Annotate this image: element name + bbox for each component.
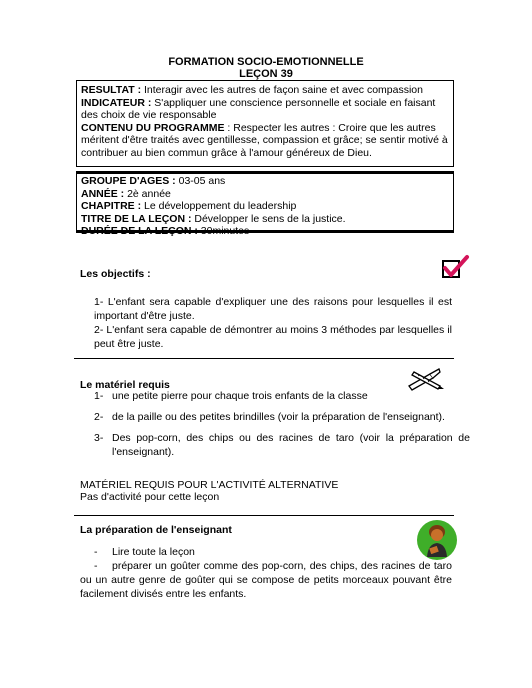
preparation-item-2-text: préparer un goûter comme des pop-corn, des chips, des racines de taro ou un autre genre de goûter qui se compose de petits morceaux pouvant être facilement divisés entre les enfants. <box>80 560 452 600</box>
materiel-heading: Le matériel requis <box>80 379 170 391</box>
materiel-item-2-text: de la paille ou des petites brindilles (voir la préparation de l'enseignant). <box>112 411 445 423</box>
details-box <box>76 171 454 237</box>
materiel-item-2 <box>94 410 452 424</box>
materiel-item-3 <box>94 431 470 459</box>
section-divider <box>74 515 454 516</box>
section-divider <box>74 358 454 359</box>
resultat-line <box>81 84 449 97</box>
resultat-text: Interagir avec les autres de façon saine et avec compassion <box>141 84 423 96</box>
duree-text: 30minutes <box>197 225 250 237</box>
chapitre-text: Le développement du leadership <box>141 200 297 212</box>
preparation-item-2 <box>80 559 452 601</box>
objectif-1: 1- L'enfant sera capable d'expliquer une des raisons pour lesquelles il est important d'être juste. <box>94 296 452 322</box>
info-box <box>76 80 454 167</box>
contenu-text: : Respecter les autres : Croire que les autres méritent d'être traités avec gentillesse, compassion et grâce; se sentir motivé à contribuer au bien commun grâce à l'amour généreux de Dieu. <box>81 121 448 159</box>
duree-label: DURÉE DE LA LEÇON : <box>81 225 198 237</box>
preparation-item-1-num: - <box>94 546 98 558</box>
indicateur-text: S'appliquer une conscience personnelle et sociale en faisant des choix de vie responsable <box>81 96 436 121</box>
contenu-label: CONTENU DU PROGRAMME <box>81 121 225 134</box>
titre-label: TITRE DE LA LEÇON : <box>81 212 192 225</box>
alt-materiel-text: Pas d'activité pour cette leçon <box>80 491 220 503</box>
resultat-label: RESULTAT : <box>81 84 142 96</box>
indicateur-label: INDICATEUR : <box>81 96 152 109</box>
preparation-item-1 <box>94 545 452 559</box>
materiel-item-1-text: une petite pierre pour chaque trois enfants de la classe <box>112 390 368 402</box>
preparation-heading: La préparation de l'enseignant <box>80 524 232 536</box>
materiel-item-3-text: Des pop-corn, des chips ou des racines de taro (voir la préparation de l'enseignant). <box>112 432 470 458</box>
checkbox-check-icon <box>440 254 470 280</box>
contenu-line <box>81 122 449 160</box>
chapitre-label: CHAPITRE : <box>81 200 142 212</box>
materiel-item-3-num: 3- <box>94 432 104 444</box>
preparation-item-1-text: Lire toute la leçon <box>112 546 195 558</box>
materiel-item-2-num: 2- <box>94 411 104 423</box>
objectifs-heading: Les objectifs : <box>80 268 151 280</box>
annee-text: 2è année <box>124 187 171 200</box>
document-title: FORMATION SOCIO-EMOTIONNELLE <box>168 56 364 68</box>
objectif-2: 2- L'enfant sera capable de démontrer au moins 3 méthodes par lesquelles il peut être juste. <box>94 324 452 350</box>
preparation-item-2-num: - <box>94 560 98 572</box>
indicateur-line <box>81 97 449 122</box>
alt-materiel-heading: MATÉRIEL REQUIS POUR L'ACTIVITÉ ALTERNATIVE <box>80 479 339 491</box>
materiel-item-1-num: 1- <box>94 390 104 402</box>
groupe-text: 03-05 ans <box>175 175 226 187</box>
annee-label: ANNÉE : <box>81 187 125 200</box>
titre-text: Développer le sens de la justice. <box>191 212 346 225</box>
lesson-number: LEÇON 39 <box>239 68 293 80</box>
materiel-item-1 <box>94 389 452 403</box>
groupe-label: GROUPE D'AGES : <box>81 175 176 187</box>
